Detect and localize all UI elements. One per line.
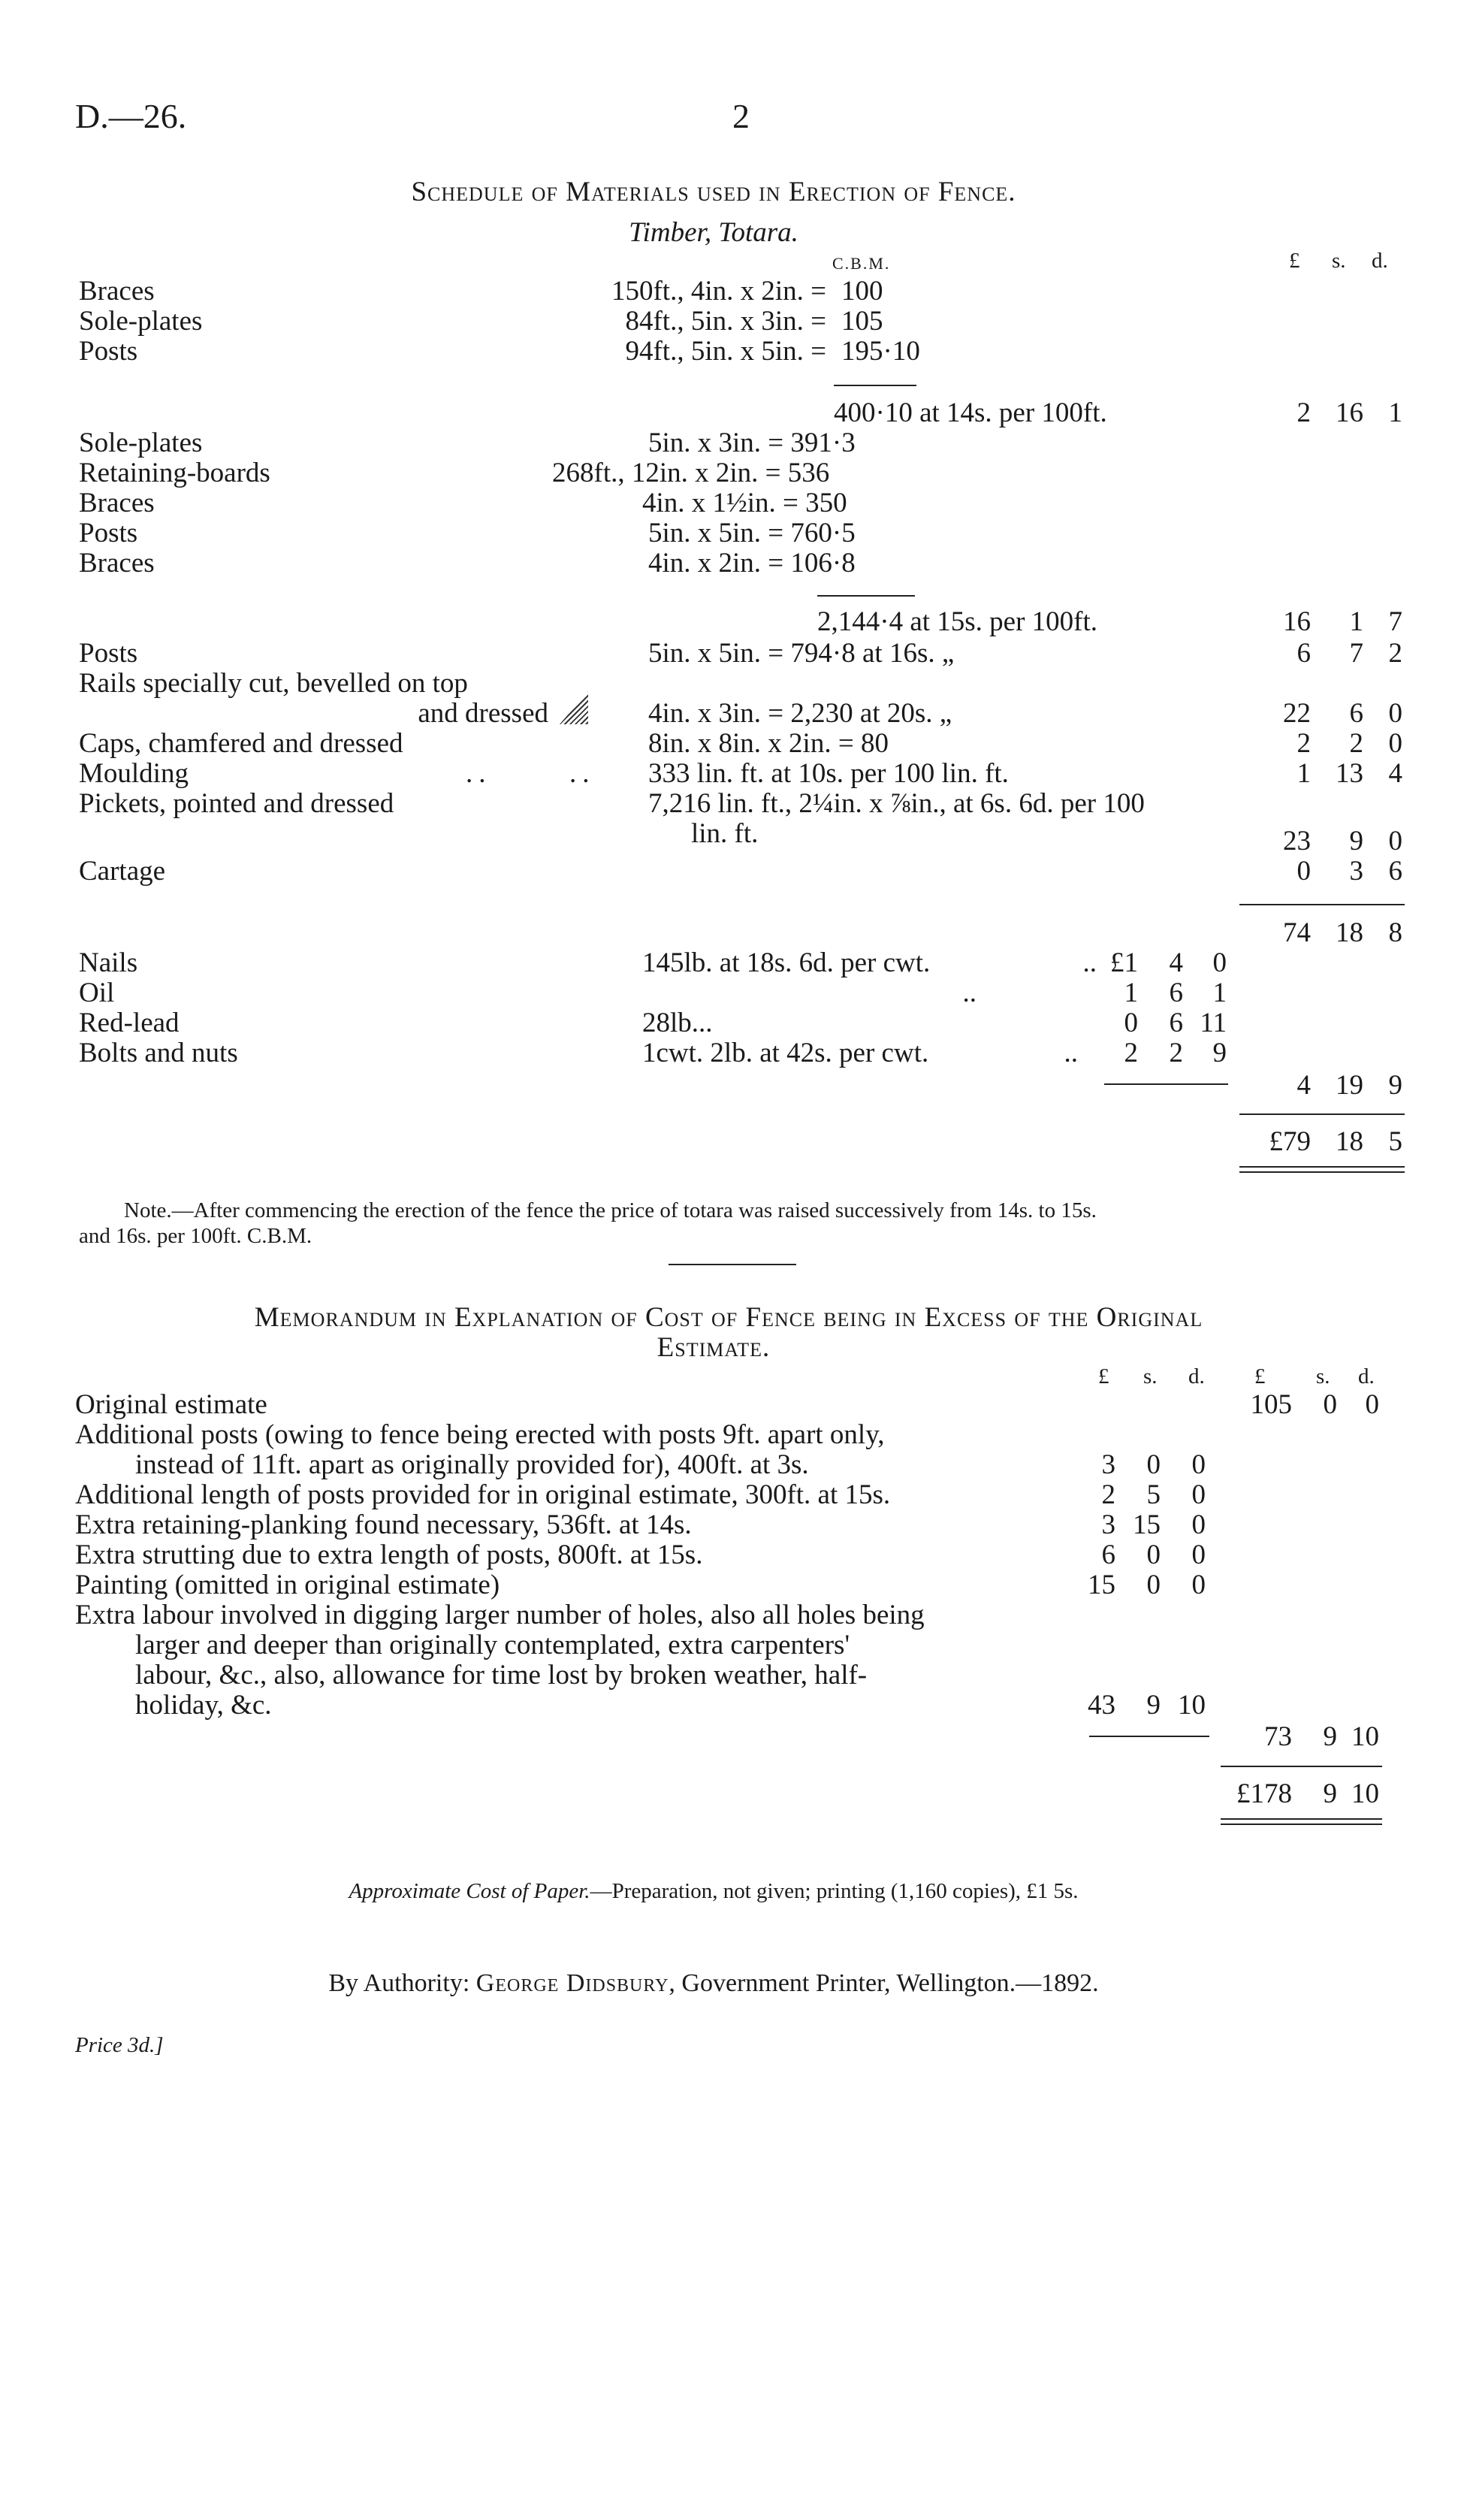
amount-shillings: 0 <box>1323 1389 1337 1420</box>
amount-pounds: 23 <box>1283 826 1311 857</box>
memo-item: Original estimate <box>75 1389 267 1420</box>
total-double-rule <box>1239 1166 1405 1173</box>
memo-item: Extra retaining-planking found necessary, 536ft. at 14s. <box>75 1509 692 1540</box>
pounds-column-header: £ <box>1289 249 1300 273</box>
amount-shillings: 6 <box>1349 698 1363 729</box>
amount-pence: 0 <box>1388 698 1402 729</box>
grand-total-shillings: 18 <box>1336 1126 1363 1157</box>
timber-total-pounds: 74 <box>1283 917 1311 948</box>
memo-subtotal-pounds: 73 <box>1264 1721 1292 1752</box>
pence-column-header: d. <box>1188 1364 1205 1388</box>
amount-shillings: 9 <box>1349 826 1363 857</box>
leader-dots: .. <box>1064 1038 1078 1068</box>
amount-pounds: 2 <box>1296 397 1311 428</box>
item-label: Caps, chamfered and dressed <box>79 728 403 759</box>
authority-line: By Authority: George Didsbury, Government Printer, Wellington.—1892. <box>328 1969 1099 1997</box>
item-spec: 4in. x 3in. = 2,230 at 20s. „ <box>648 698 952 729</box>
amount-shillings: 7 <box>1349 638 1363 669</box>
amount-pounds: 16 <box>1283 606 1311 637</box>
amount-shillings: 0 <box>1146 1449 1161 1480</box>
item-spec: 4in. x 2in. = 106·8 <box>648 548 856 579</box>
amount-shillings: 0 <box>1146 1539 1161 1570</box>
amount-pence: 0 <box>1365 1389 1379 1420</box>
amount-pounds: 43 <box>1088 1690 1115 1721</box>
item-spec: 5in. x 5in. = 794·8 at 16s. „ <box>648 638 955 669</box>
item-label: Braces <box>79 488 155 518</box>
amount-pence: 0 <box>1212 947 1227 978</box>
amount-pence: 10 <box>1178 1690 1206 1721</box>
memo-total-pence: 10 <box>1351 1778 1379 1809</box>
item-label: Moulding <box>79 758 189 789</box>
shillings-column-header: s. <box>1332 249 1346 273</box>
amount-shillings: 13 <box>1336 758 1363 789</box>
sum-rule <box>1239 904 1405 905</box>
schedule-note: Note.—After commencing the erection of the fence the price of totara was raised successively from 14s. to 15s. <box>124 1198 1097 1222</box>
item-label: Cartage <box>79 856 166 887</box>
amount-pence: 0 <box>1191 1570 1206 1600</box>
bracket-mark <box>560 691 588 724</box>
amount-shillings: 0 <box>1146 1570 1161 1600</box>
amount-pence: 0 <box>1191 1479 1206 1510</box>
memo-item: Extra strutting due to extra length of posts, 800ft. at 15s. <box>75 1539 703 1570</box>
item-label: Bolts and nuts <box>79 1038 238 1068</box>
amount-pence: 1 <box>1212 977 1227 1008</box>
item-label: Red-lead <box>79 1008 180 1038</box>
memo-subtotal-shillings: 9 <box>1323 1721 1337 1752</box>
sum-rule <box>1104 1083 1228 1085</box>
item-spec: 8in. x 8in. x 2in. = 80 <box>648 728 889 759</box>
item-label: Rails specially cut, bevelled on top <box>79 668 468 699</box>
item-spec: 333 lin. ft. at 10s. per 100 lin. ft. <box>648 758 1009 789</box>
memo-total-shillings: 9 <box>1323 1778 1337 1809</box>
amount-pounds: 2 <box>1101 1479 1115 1510</box>
memo-subtotal-pence: 10 <box>1351 1721 1379 1752</box>
leader-dots: .. <box>962 977 977 1008</box>
amount-shillings: 3 <box>1349 856 1363 887</box>
amount-pounds: 1 <box>1296 758 1311 789</box>
item-label: Braces <box>79 276 155 307</box>
item-label: Braces <box>79 548 155 579</box>
item-spec: 1cwt. 2lb. at 42s. per cwt. <box>642 1038 929 1068</box>
cbm-value: 105 <box>841 306 883 337</box>
item-label: and dressed <box>418 698 548 729</box>
sum-rule <box>1089 1736 1209 1737</box>
leader-dots: .. <box>1082 947 1097 978</box>
amount-pence: 7 <box>1388 606 1402 637</box>
item-label: Oil <box>79 977 115 1008</box>
amount-shillings: 15 <box>1133 1509 1161 1540</box>
memo-item-continued: instead of 11ft. apart as originally provided for), 400ft. at 3s. <box>135 1449 809 1480</box>
amount-shillings: 6 <box>1169 977 1183 1008</box>
pence-column-header: d. <box>1372 249 1388 273</box>
item-spec: 7,216 lin. ft., 2¼in. x ⅞in., at 6s. 6d. per 100 <box>648 788 1145 819</box>
memo-item: Additional length of posts provided for in original estimate, 300ft. at 15s. <box>75 1479 891 1510</box>
amount-shillings: 1 <box>1349 606 1363 637</box>
item-spec: 84ft., 5in. x 3in. = <box>625 306 826 337</box>
cbm-column-header: C.B.M. <box>832 254 891 273</box>
item-spec: 5in. x 5in. = 760·5 <box>648 518 856 548</box>
sundries-total-shillings: 19 <box>1336 1070 1363 1101</box>
cbm-value: 100 <box>841 276 883 307</box>
sum-rule <box>1239 1113 1405 1115</box>
item-label: Sole-plates <box>79 428 203 458</box>
item-spec: 2,144·4 at 15s. per 100ft. <box>817 606 1098 637</box>
sundries-total-pounds: 4 <box>1296 1070 1311 1101</box>
amount-shillings: 9 <box>1146 1690 1161 1721</box>
amount-shillings: 4 <box>1169 947 1183 978</box>
memorandum-title-continued: Estimate. <box>657 1332 771 1363</box>
amount-pence: 11 <box>1200 1008 1227 1038</box>
leader-dots: .. .. <box>466 758 596 789</box>
pence-column-header: d. <box>1358 1364 1375 1388</box>
item-label: Sole-plates <box>79 306 203 337</box>
pounds-column-header: £ <box>1098 1364 1109 1388</box>
memo-item-continued: holiday, &c. <box>135 1690 272 1721</box>
memo-item-continued: larger and deeper than originally contemplated, extra carpenters' <box>135 1630 850 1660</box>
section-divider <box>669 1264 796 1265</box>
amount-shillings: 2 <box>1349 728 1363 759</box>
schedule-subtitle: Timber, Totara. <box>629 217 798 248</box>
timber-total-shillings: 18 <box>1336 917 1363 948</box>
sundries-total-pence: 9 <box>1388 1070 1402 1101</box>
amount-pence: 4 <box>1388 758 1402 789</box>
amount-shillings: 5 <box>1146 1479 1161 1510</box>
item-spec: 145lb. at 18s. 6d. per cwt. <box>642 947 931 978</box>
shillings-column-header: s. <box>1143 1364 1158 1388</box>
amount-pence: 9 <box>1212 1038 1227 1068</box>
timber-total-pence: 8 <box>1388 917 1402 948</box>
amount-pence: 1 <box>1388 397 1402 428</box>
item-spec: 400·10 at 14s. per 100ft. <box>834 397 1107 428</box>
grand-total-pounds: £79 <box>1269 1126 1311 1157</box>
page-number: 2 <box>732 97 750 135</box>
memorandum-title: Memorandum in Explanation of Cost of Fence being in Excess of the Original <box>254 1302 1203 1333</box>
amount-pence: 0 <box>1191 1539 1206 1570</box>
sum-rule <box>817 595 915 597</box>
document-reference: D.—26. <box>75 97 187 135</box>
item-spec: lin. ft. <box>691 818 759 849</box>
item-label: Posts <box>79 518 138 548</box>
amount-pounds: 2 <box>1296 728 1311 759</box>
shillings-column-header: s. <box>1316 1364 1330 1388</box>
memo-item: Additional posts (owing to fence being erected with posts 9ft. apart only, <box>75 1419 885 1450</box>
amount-pence: 0 <box>1191 1509 1206 1540</box>
item-spec: 150ft., 4in. x 2in. = <box>611 276 826 307</box>
amount-pence: 0 <box>1191 1449 1206 1480</box>
memo-item-continued: labour, &c., also, allowance for time lost by broken weather, half- <box>135 1660 868 1691</box>
memo-total-pounds: £178 <box>1236 1778 1292 1809</box>
amount-pounds: 0 <box>1124 1008 1138 1038</box>
item-spec: 94ft., 5in. x 5in. = <box>625 336 826 367</box>
cbm-value: 195·10 <box>841 336 920 367</box>
item-spec: 5in. x 3in. = 391·3 <box>648 428 856 458</box>
memo-item: Painting (omitted in original estimate) <box>75 1570 500 1600</box>
amount-pounds: 0 <box>1296 856 1311 887</box>
memo-item: Extra labour involved in digging larger number of holes, also all holes being <box>75 1600 925 1630</box>
amount-pounds: 1 <box>1124 977 1138 1008</box>
amount-pounds: 3 <box>1101 1509 1115 1540</box>
amount-pounds: 6 <box>1296 638 1311 669</box>
amount-pounds: 15 <box>1088 1570 1115 1600</box>
item-label: Nails <box>79 947 138 978</box>
cost-of-paper: Approximate Cost of Paper.—Preparation, not given; printing (1,160 copies), £1 5s. <box>349 1879 1079 1903</box>
sum-rule <box>834 385 916 386</box>
grand-total-pence: 5 <box>1388 1126 1402 1157</box>
amount-shillings: 6 <box>1169 1008 1183 1038</box>
amount-pence: 0 <box>1388 826 1402 857</box>
amount-pence: 0 <box>1388 728 1402 759</box>
amount-shillings: 2 <box>1169 1038 1183 1068</box>
amount-pounds: 3 <box>1101 1449 1115 1480</box>
price: Price 3d.] <box>75 2033 164 2057</box>
amount-pence: 2 <box>1388 638 1402 669</box>
amount-pounds: £1 <box>1110 947 1138 978</box>
item-label: Posts <box>79 638 138 669</box>
total-double-rule <box>1221 1818 1382 1825</box>
item-spec: 268ft., 12in. x 2in. = 536 <box>552 458 830 488</box>
amount-pounds: 6 <box>1101 1539 1115 1570</box>
amount-pence: 6 <box>1388 856 1402 887</box>
item-spec: 28lb... <box>642 1008 713 1038</box>
item-label: Retaining-boards <box>79 458 270 488</box>
item-label: Pickets, pointed and dressed <box>79 788 394 819</box>
item-label: Posts <box>79 336 138 367</box>
amount-pounds: 2 <box>1124 1038 1138 1068</box>
amount-pounds: 105 <box>1250 1389 1292 1420</box>
amount-pounds: 22 <box>1283 698 1311 729</box>
schedule-title: Schedule of Materials used in Erection of Fence. <box>411 177 1016 207</box>
schedule-note-continued: and 16s. per 100ft. C.B.M. <box>79 1224 312 1248</box>
pounds-column-header: £ <box>1254 1364 1266 1388</box>
sum-rule <box>1221 1766 1382 1767</box>
amount-shillings: 16 <box>1336 397 1363 428</box>
item-spec: 4in. x 1½in. = 350 <box>642 488 847 518</box>
